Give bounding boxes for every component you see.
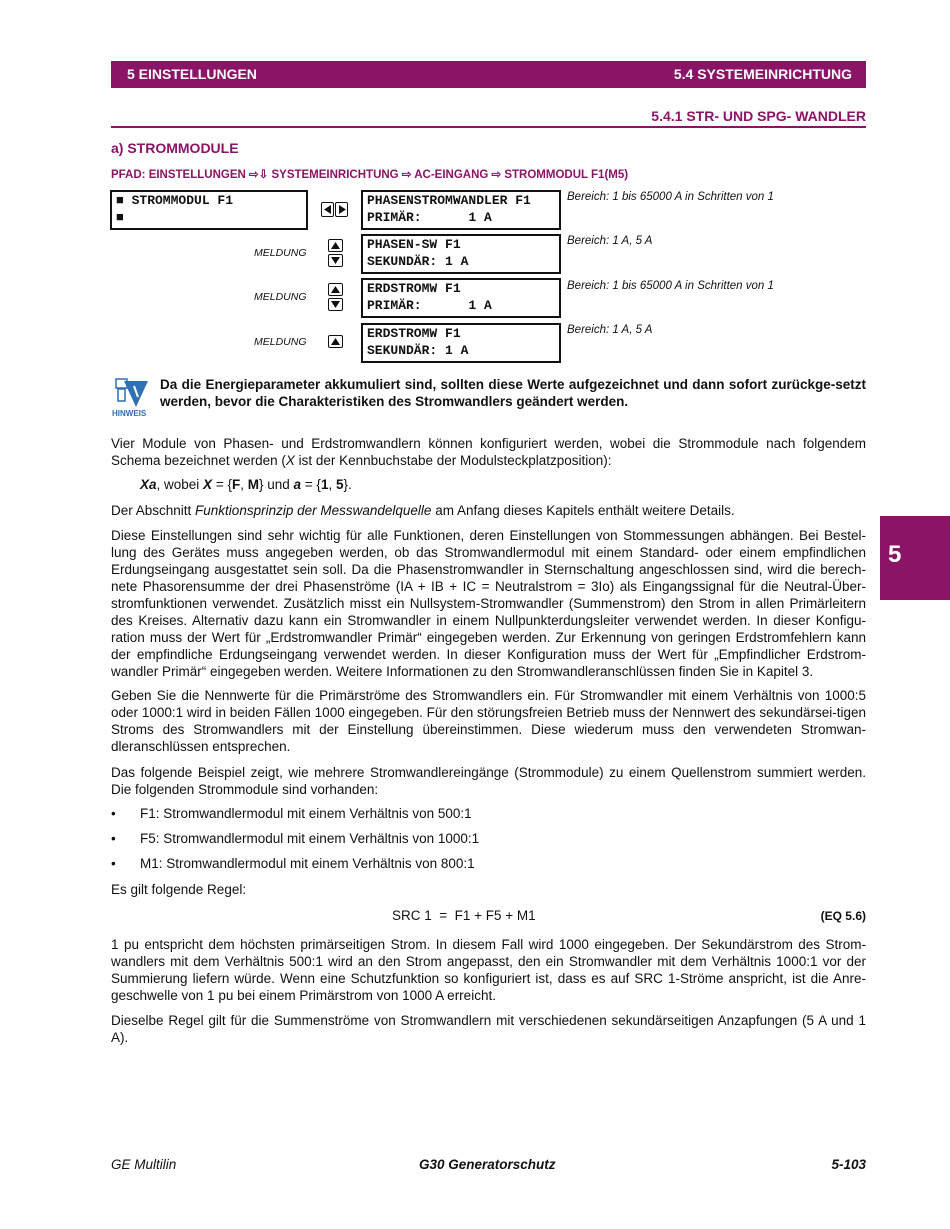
paragraph-modules [111, 435, 866, 469]
page-number: 5-103 [831, 1157, 866, 1172]
chapter-title: 5 EINSTELLUNGEN [127, 66, 257, 82]
lcd-line: ERDSTROMW F1 [367, 281, 461, 296]
lcd-line: ■ [116, 210, 124, 225]
lcd-phasenstromwandler-primaer [361, 190, 561, 230]
meldung-label: MELDUNG [254, 336, 307, 348]
chapter-header-bar [111, 61, 866, 88]
section-heading: a) STROMMODULE [111, 140, 239, 156]
arrow-left-icon [321, 202, 334, 217]
arrow-right-icon [335, 202, 348, 217]
paragraph-rule: Es gilt folgende Regel: [111, 882, 247, 897]
text: }. [343, 477, 352, 492]
subsection-header [111, 104, 866, 128]
bullet: • [111, 831, 116, 846]
lcd-line: SEKUNDÄR: 1 A [367, 254, 469, 269]
lcd-line: PRIMÄR: 1 A [367, 210, 492, 225]
text: , [240, 477, 248, 492]
formula-line [140, 477, 352, 492]
footer-center: G30 Generatorschutz [419, 1157, 556, 1172]
lcd-line: PRIMÄR: 1 A [367, 298, 492, 313]
paragraph-reference [111, 502, 866, 519]
up-down-keys [328, 283, 343, 311]
up-key [328, 335, 343, 348]
list-item-text: M1: Stromwandlermodul mit einem Verhältnis von 800:1 [140, 856, 475, 871]
lcd-strommodul [110, 190, 308, 230]
chapter-tab-number: 5 [888, 541, 902, 568]
x-var: X [203, 477, 213, 492]
bullet: • [111, 806, 116, 821]
hinweis-label: HINWEIS [112, 409, 147, 418]
text: , [328, 477, 336, 492]
text: am Anfang dieses Kapitels enthält weitere Details. [431, 503, 735, 518]
text: Vier Module von Phasen- und Erdstromwandlern können konfiguriert werden, wobei die Strommodule nach folgendem Schema bezeichnet werden ( [111, 436, 866, 468]
text-italic: Funktionsprinzip der Messwandelquelle [195, 503, 432, 518]
chapter-tab [880, 516, 950, 600]
footer-left: GE Multilin [111, 1157, 177, 1172]
lcd-phasen-sw-sekundaer [361, 234, 561, 274]
list-item-text: F5: Stromwandlermodul mit einem Verhältnis von 1000:1 [140, 831, 480, 846]
arrow-up-icon [328, 335, 343, 348]
left-right-keys [321, 202, 348, 217]
text-italic: X [285, 453, 295, 468]
paragraph-example: Das folgende Beispiel zeigt, wie mehrere Stromwandlereingänge (Strommodule) zu einem Quellenstrom summiert werden. Die folgenden Strommodule sind vorhanden: [111, 765, 866, 797]
section-title: 5.4 SYSTEMEINRICHTUNG [673, 66, 852, 82]
paragraph-same-rule: Dieselbe Regel gilt für die Summenströme von Stromwandlern mit verschiedenen sekundärseitigen Anzapfungen (5 A und 1 A). [111, 1013, 866, 1045]
paragraph-pu: 1 pu entspricht dem höchsten primärseitigen Strom. In diesem Fall wird 1000 eingegeben. Der Sekundärstrom des Strom-wandlers mit dem Verhältnis 500:1 wird an den Strom angepasst, den ein Stromwandler mit dem Verhältnis 1000:1 vor der Summierung liefern würde. Wenn eine Schutzfunktion so konfiguriert ist, dass es auf SRC 1-Ströme anspricht, ist die Anre-geschwelle von 1 pu bei einem Primärstrom von 1000 A erreicht. [111, 937, 866, 1003]
text: } und [258, 477, 294, 492]
arrow-down-icon [328, 254, 343, 267]
up-down-keys [328, 239, 343, 267]
xa: Xa [140, 477, 157, 492]
list-item-text: F1: Stromwandlermodul mit einem Verhältnis von 500:1 [140, 806, 472, 821]
note-text: Da die Energieparameter akkumuliert sind, sollten diese Werte aufgezeichnet und dann sofort zurückge-setzt werden, bevor die Charakteristiken des Stromwandlers geändert werden. [160, 377, 866, 409]
one-val: 1 [320, 477, 329, 492]
paragraph-nominal: Geben Sie die Nennwerte für die Primärströme des Stromwandlers ein. Für Stromwandler mit einem Verhältnis von 1000:5 oder 1000:1 wird in beiden Fällen 1000 eingegeben. Für den störungsfreien Betrieb muss der Nennwert des sekundärsei-tigen Stroms des Stromwandlers mit der Einstellung übereinstimmen. Diese wiederum muss den verwendeten Stromwan-dleranschlüssen entsprechen. [111, 688, 866, 754]
lcd-line: PHASENSTROMWANDLER F1 [367, 193, 531, 208]
range-text: Bereich: 1 bis 65000 A in Schritten von 1 [567, 191, 774, 203]
lcd-line: SEKUNDÄR: 1 A [367, 343, 469, 358]
range-text: Bereich: 1 A, 5 A [567, 324, 653, 336]
text: Der Abschnitt [111, 503, 196, 518]
lcd-erdstromw-primaer [361, 278, 561, 318]
text: = { [212, 477, 232, 492]
range-text: Bereich: 1 bis 65000 A in Schritten von 1 [567, 280, 774, 292]
arrow-up-icon [328, 239, 343, 252]
menu-path: PFAD: EINSTELLUNGEN ⇨⇩ SYSTEMEINRICHTUNG ⇨ AC-EINGANG ⇨ STROMMODUL F1(M5) [111, 169, 629, 181]
lcd-line: ■ STROMMODUL F1 [116, 193, 234, 208]
equation-label: (EQ 5.6) [820, 909, 866, 923]
f-val: F [231, 477, 241, 492]
lcd-line: ERDSTROMW F1 [367, 326, 461, 341]
text: ist der Kennbuchstabe der Modulsteckplatzposition): [294, 453, 612, 468]
text: , wobei [156, 477, 204, 492]
range-text: Bereich: 1 A, 5 A [567, 235, 653, 247]
lcd-erdstromw-sekundaer [361, 323, 561, 363]
a-var: a [293, 477, 302, 492]
m-val: M [247, 477, 259, 492]
subsection-title: 5.4.1 STR- UND SPG- WANDLER [651, 108, 866, 124]
paragraph-settings: Diese Einstellungen sind sehr wichtig für alle Funktionen, deren Einstellungen von Stommessungen abhängen. Bei Bestel-lung des Gerätes muss angegeben werden, ob das Stromwandlermodul mit einem Standard- oder einem empfindlichen Erdungseingang ausgestattet sein soll. Da die Phasenstromwandler in Sternschaltung angeschlossen sind, wird die berech-nete Phasorensumme der drei Phasenströme (IA + IB + IC = Neutralstrom = 3Io) als Eingangssignal für die Neutral-Über-stromfunktionen verwendet. Zusätzlich misst ein Nullsystem-Stromwandler (Summenstrom) den Strom in allen Primärleitern des Kreises. Alternativ dazu kann ein Stromwandler in einem Nullpunkterdungsleiter verwendet werden. In dieser Konfigu-ration muss der Wert für „Erdstromwandler Primär“ eingegeben werden. Zur Erkennung von geringen Erdstromfehlern kann der empfindliche Erdungseingang verwendet werden. In dieser Konfiguration muss der Wert für „Empfindlicher Erdstrom-wandler Primär“ eingegeben werden. Weitere Informationen zu den Stromwandleranschlüssen finden Sie in Kapitel 3. [111, 528, 866, 679]
five-val: 5 [335, 477, 344, 492]
meldung-label: MELDUNG [254, 247, 307, 259]
arrow-up-icon [328, 283, 343, 296]
meldung-label: MELDUNG [254, 291, 307, 303]
arrow-down-icon [328, 298, 343, 311]
lcd-line: PHASEN-SW F1 [367, 237, 461, 252]
equation: SRC 1 = F1 + F5 + M1 [392, 908, 536, 923]
bullet: • [111, 856, 116, 871]
text: = { [301, 477, 321, 492]
